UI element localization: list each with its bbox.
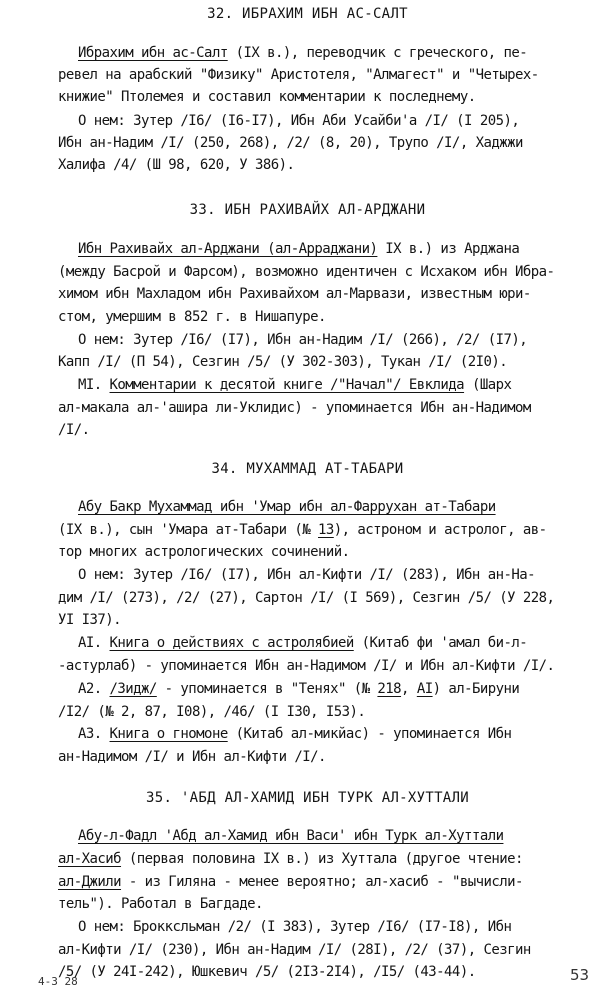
text-segment: тель"). Работал в Багдаде. [58, 896, 263, 912]
underlined-term: Ибн Рахивайх ал-Арджани (ал-Арраджани) [78, 241, 378, 257]
underlined-term: ал-Хасиб [58, 851, 122, 867]
underlined-term: 218 [377, 681, 402, 697]
text-segment: Капп /I/ (П 54), Сезгин /5/ (У 302-303), Тукан /I/ (2I0). [58, 354, 508, 370]
text-segment: ), астроном и астролог, ав- [333, 522, 547, 538]
text-line [78, 112, 519, 130]
text-segment: Ибн ан-Надим /I/ (250, 268), /2/ (8, 20), Трупо /I/, Хаджжи [58, 135, 523, 151]
text-line [58, 156, 294, 174]
text-segment: О нем: Зутер /I6/ (I7), Ибн ал-Кифти /I/ (283), Ибн ан-На- [78, 567, 535, 583]
text-line [58, 285, 531, 303]
text-segment: IX в.) из Арджана [377, 241, 520, 257]
text-line [78, 44, 527, 62]
text-segment: A3. [78, 726, 110, 742]
footer-code: 4-3 28 [38, 975, 78, 988]
text-segment: ал-макала ал-'ашира ли-Уклидис) - упоминается Ибн ан-Надимом [58, 400, 531, 416]
text-line [58, 873, 523, 891]
text-line [78, 634, 527, 652]
text-segment: (Китаб ал-микйас) - упоминается Ибн [227, 726, 512, 742]
text-segment: (первая половина IX в.) из Хуттала (другое чтение: [121, 851, 523, 867]
text-line [78, 376, 511, 394]
underlined-term: ал-Джили [58, 874, 122, 890]
text-segment: (между Басрой и Фарсом), возможно идентичен с Исхаком ибн Ибра- [58, 264, 555, 280]
text-line [58, 611, 121, 629]
text-segment: (Китаб фи 'амал би-л- [353, 635, 528, 651]
text-line [58, 850, 523, 868]
text-line [58, 521, 547, 539]
section-heading-34: 34. МУХАММАД АТ-ТАБАРИ [211, 461, 404, 477]
text-line [58, 703, 365, 721]
text-line [78, 498, 496, 516]
text-line [58, 963, 476, 981]
text-line [58, 543, 350, 561]
text-line [78, 827, 503, 845]
underlined-term: Книга о действиях с астролябией [109, 635, 354, 651]
text-line [58, 657, 554, 675]
text-line [58, 941, 531, 959]
text-segment: (Шарх [464, 377, 512, 393]
underlined-term: Комментарии к десятой книге /"Начал"/ Евклида [109, 377, 465, 393]
section-heading-33: 33. ИБН РАХИВАЙХ АЛ-АРДЖАНИ [189, 202, 426, 218]
text-line [78, 918, 511, 936]
text-line [58, 134, 523, 152]
section-heading-32: 32. ИБРАХИМ ИБН АС-САЛТ [207, 6, 408, 22]
text-segment: , [401, 681, 417, 697]
text-line [78, 566, 535, 584]
underlined-term: Книга о гномоне [109, 726, 228, 742]
text-segment: дим /I/ (273), /2/ (27), Сартон /I/ (I 569), Сезгин /5/ (У 228, [58, 590, 555, 606]
text-segment: - из Гиляна - менее вероятно; ал-хасиб - "вычисли- [121, 874, 523, 890]
section-heading-35: 35. 'АБД АЛ-ХАМИД ИБН ТУРК АЛ-ХУТТАЛИ [146, 790, 469, 806]
text-line [58, 895, 263, 913]
text-line [58, 308, 326, 326]
text-line [58, 66, 539, 84]
text-segment: /5/ (У 24I-242), Юшкевич /5/ (2I3-2I4), /I5/ (43-44). [58, 964, 476, 980]
text-line [58, 748, 326, 766]
text-segment: /I/. [58, 422, 90, 438]
text-line [78, 680, 519, 698]
text-segment: /I2/ (№ 2, 87, I08), /46/ (I I30, I53). [58, 704, 366, 720]
text-segment: - упоминается в "Тенях" (№ [156, 681, 378, 697]
text-segment: О нем: Зутер /I6/ (I6-I7), Ибн Аби Усайби'а /I/ (I 205), [78, 113, 520, 129]
text-line [58, 399, 531, 417]
underlined-term: /Зидж/ [109, 681, 157, 697]
text-line [58, 88, 476, 106]
text-line [58, 421, 90, 439]
text-line [58, 589, 554, 607]
page-number: 53 [570, 966, 590, 984]
underlined-term: 13 [318, 522, 334, 538]
text-segment: О нем: Зутер /I6/ (I7), Ибн ан-Надим /I/ (266), /2/ (I7), [78, 332, 528, 348]
underlined-term: AI [416, 681, 433, 697]
underlined-term: Ибрахим ибн ас-Салт [78, 45, 228, 61]
underlined-term: Абу Бакр Мухаммад ибн 'Умар ибн ал-Фаррухан ат-Табари [78, 499, 496, 515]
text-line [58, 353, 507, 371]
text-segment: ) ал-Бируни [432, 681, 520, 697]
text-segment: стом, умершим в 852 г. в Нишапуре. [58, 309, 326, 325]
text-segment: AI. [78, 635, 110, 651]
text-line [78, 331, 527, 349]
text-segment: ревел на арабский "Физику" Аристотеля, "Алмагест" и "Четырех- [58, 67, 539, 83]
text-segment: книжие" Птолемея и составил комментарии к последнему. [58, 89, 476, 105]
text-segment: Халифа /4/ (Ш 98, 620, У 386). [58, 157, 295, 173]
text-segment: (IX в.), сын 'Умара ат-Табари (№ [58, 522, 318, 538]
underlined-term: Абу-л-Фадл 'Абд ал-Хамид ибн Васи' ибн Турк ал-Хуттали [78, 828, 504, 844]
text-segment: ан-Надимом /I/ и Ибн ал-Кифти /I/. [58, 749, 326, 765]
text-segment: -астурлаб) - упоминается Ибн ан-Надимом /I/ и Ибн ал-Кифти /I/. [58, 658, 555, 674]
text-segment: ал-Кифти /I/ (230), Ибн ан-Надим /I/ (28I), /2/ (37), Сезгин [58, 942, 531, 958]
text-line [78, 725, 511, 743]
text-segment: О нем: Брокксльман /2/ (I 383), Зутер /I6/ (I7-I8), Ибн [78, 919, 512, 935]
text-segment: (IX в.), переводчик с греческого, пе- [227, 45, 528, 61]
text-line [58, 263, 554, 281]
text-segment: УI I37). [58, 612, 122, 628]
text-segment: A2. [78, 681, 110, 697]
text-line [78, 240, 519, 258]
text-segment: MI. [78, 377, 110, 393]
text-segment: химом ибн Махладом ибн Рахивайхом ал-Марвази, известным юри- [58, 286, 531, 302]
text-segment: тор многих астрологических сочинений. [58, 544, 350, 560]
